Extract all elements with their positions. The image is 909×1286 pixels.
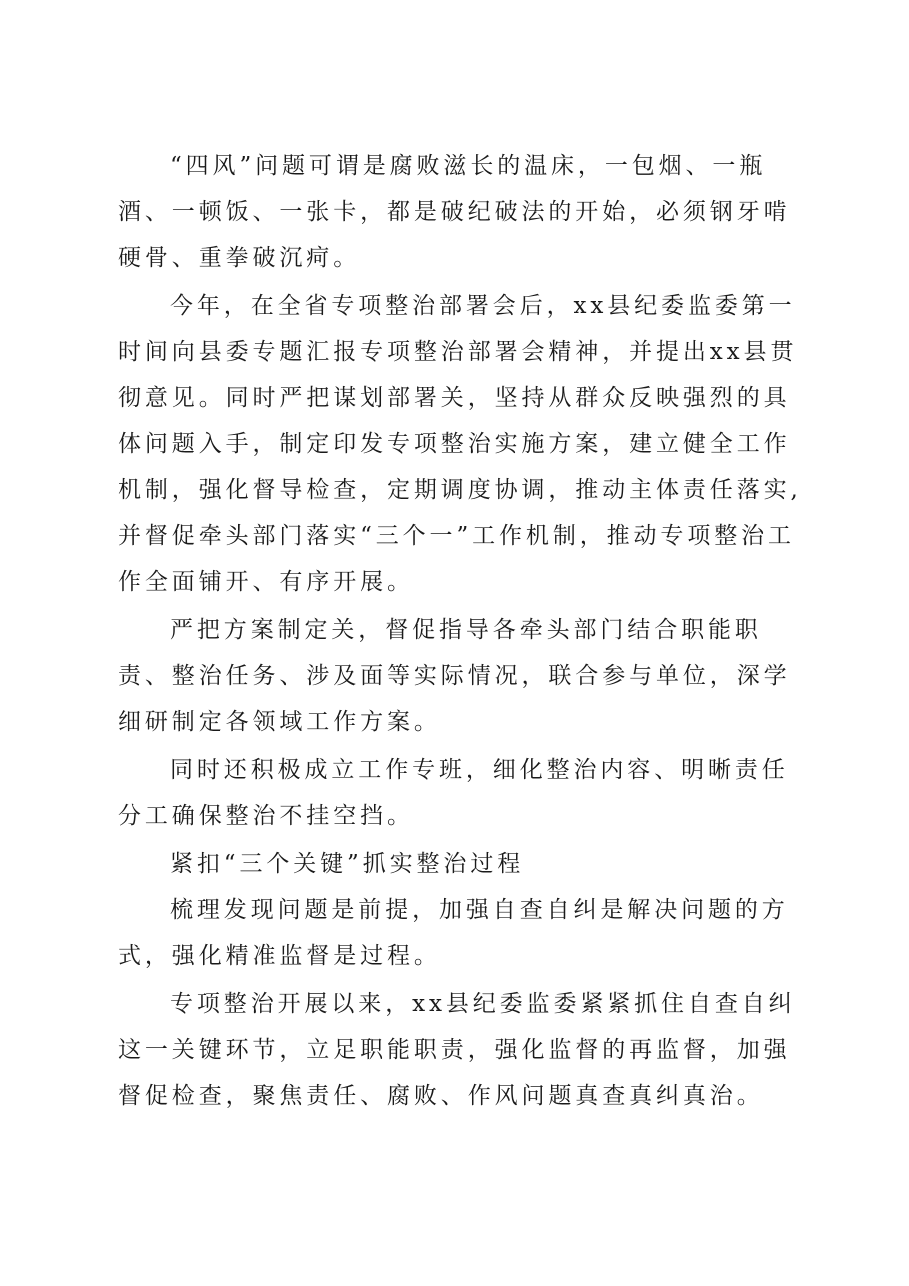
paragraph-deployment: 今年，在全省专项整治部署会后，xx县纪委监委第一时间向县委专题汇报专项整治部署会精神，并提出xx县贯彻意见。同时严把谋划部署关，坚持从群众反映强烈的具体问题入手，制定印发专项整治实施方案，建立健全工作机制，强化督导检查，定期调度协调，推动主体责任落实,并督促牵头部门落实“三个一”工作机制，推动专项整治工作全面铺开、有序开展。 xyxy=(118,293,802,595)
paragraph-premise: 梳理发现问题是前提，加强自查自纠是解决问题的方式，强化精准监督是过程。 xyxy=(118,897,789,969)
paragraph-sifeng: “四风”问题可谓是腐败滋长的温床，一包烟、一瓶酒、一顿饭、一张卡，都是破纪破法的开始，必须钢牙啃硬骨、重拳破沉疴。 xyxy=(118,153,791,271)
section-heading: 紧扣“三个关键”抓实整治过程 xyxy=(170,851,525,877)
document-body xyxy=(118,143,814,1121)
paragraph-task-force: 同时还积极成立工作专班，细化整治内容、明晰责任分工确保整治不挂空挡。 xyxy=(118,757,789,829)
paragraph-plan: 严把方案制定关，督促指导各牵头部门结合职能职责、整治任务、涉及面等实际情况，联合参与单位，深学细研制定各领域工作方案。 xyxy=(118,617,791,735)
paragraph-self-check: 专项整治开展以来，xx县纪委监委紧紧抓住自查自纠这一关键环节，立足职能职责，强化监督的再监督，加强督促检查，聚焦责任、腐败、作风问题真查真纠真治。 xyxy=(118,991,796,1109)
